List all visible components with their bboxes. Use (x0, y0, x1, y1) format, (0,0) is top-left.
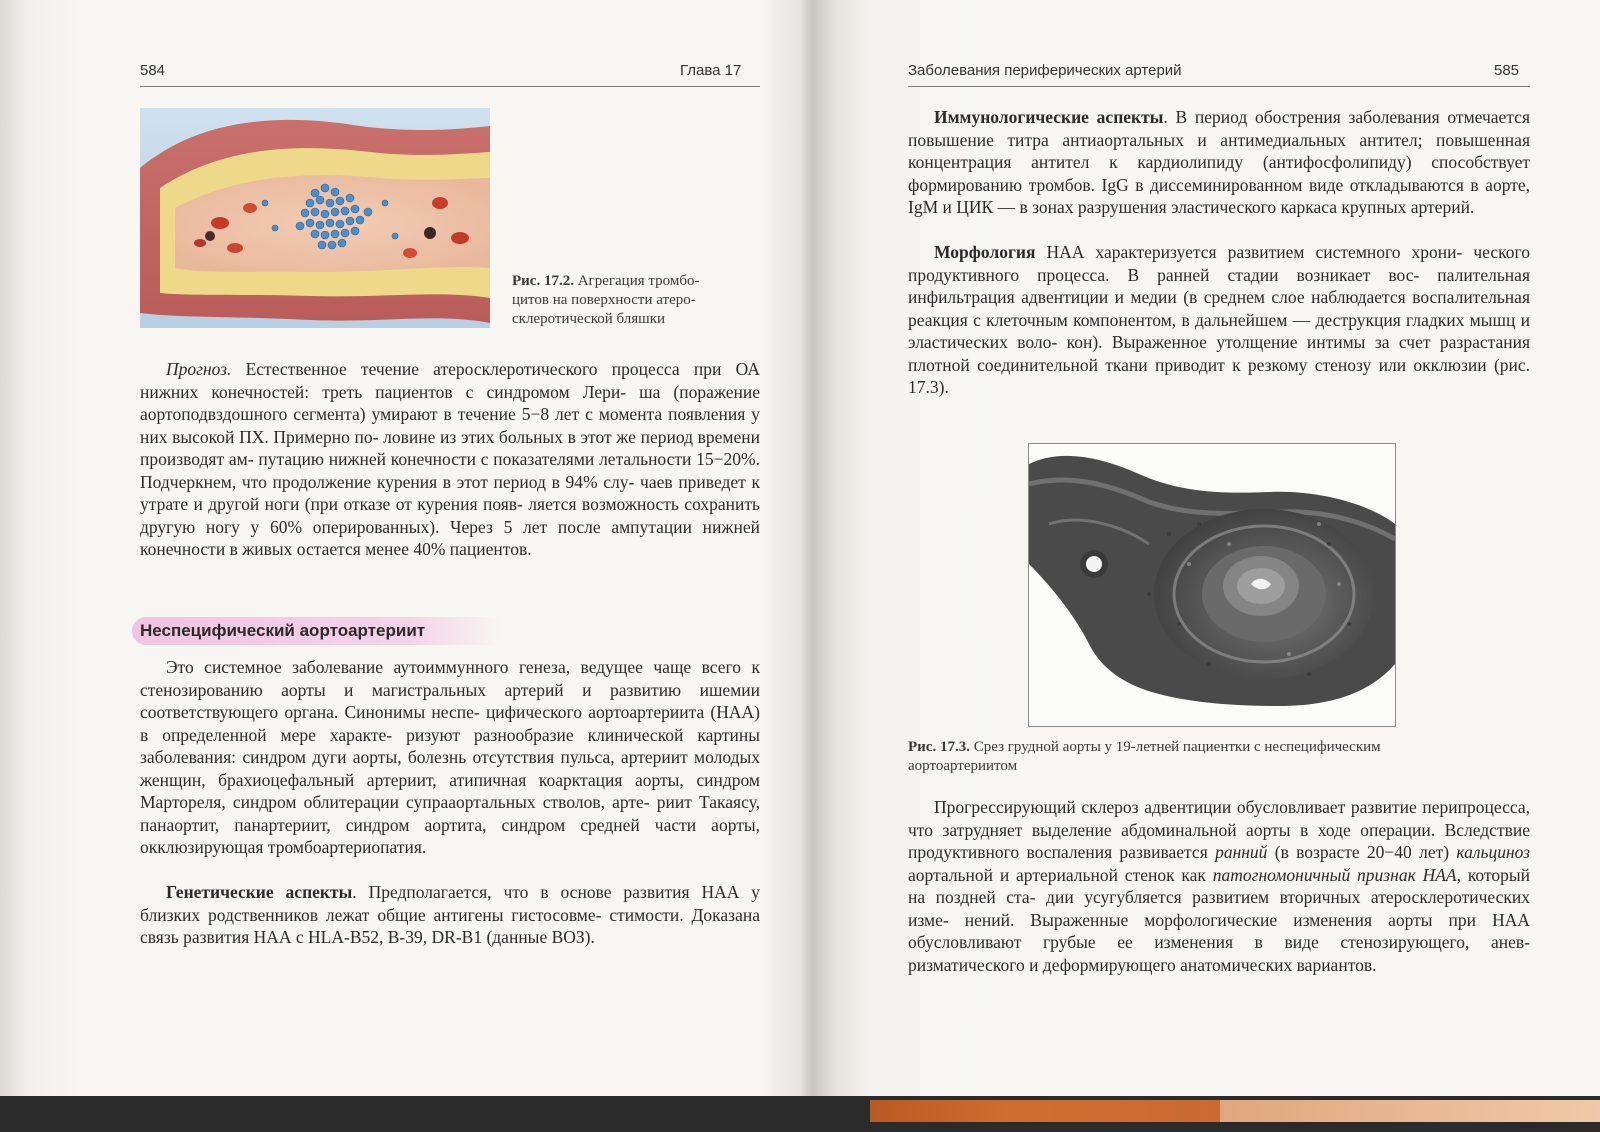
figure-17-3-label: Рис. 17.3. (908, 739, 970, 755)
caption-line: склеротической бляшки (512, 311, 666, 327)
sclerosis-paragraph: Прогрессирующий склероз адвентиции обусловливает развитие перипроцесса, что затрудняет выделение абдоминальной аорты в ходе операции. Вследствие продуктивного воспаления развивается ранний (в возрасте 20−40 лет) кальциноз аортальной и артериальной стенок как патогномоничный признак НАА, который на поздней ста- дии усугубляется развитием вторичных атеросклеротических изме- нений. Выраженные морфологические изменения аорты при НАА обусловливают грубые ее изменения в виде стенозирующего, анев- ризматического и деформирующего анатомических вариантов. (908, 797, 1531, 975)
running-title: Заболевания периферических артерий (908, 62, 1182, 79)
header-rule-right (908, 86, 1530, 87)
intro-paragraph: Это системное заболевание аутоиммунного генеза, ведущее чаще всего к стенозированию аорты и магистральных артерий и развитию ишемии соответствующего органа. Синонимы неспе- цифического аортоартериита (НАА) в определенной мере характе- ризуют разнообразие клинической картины заболевания: синдром дуги аорты, болезнь отсутствия пульса, артериит молодых женщин, брахиоцефальный артериит, атипичная коарктация аорты, синдром Мартореля, синдром облитерации супрааортальных стволов, арте- риит Такаясу, панаортит, панартериит, синдром аортита, синдром средней части аорты, окклюзирующая тромбоартериопатия. (140, 657, 761, 857)
prognosis-lead: Прогноз. (166, 359, 232, 379)
figure-17-2-caption (512, 272, 762, 329)
cover-edge-orange (870, 1100, 1220, 1122)
section-title: Неспецифический аортоартериит (132, 617, 500, 645)
header-rule-left (140, 86, 760, 87)
chapter-title: Глава 17 (680, 62, 742, 79)
figure-17-3-caption: Рис. 17.3. Срез грудной аорты у 19-летней пациентки с неспецифическим аортоартериитом (908, 739, 1381, 774)
figure-17-2-image (140, 108, 490, 328)
morphology-lead: Морфология (934, 242, 1036, 262)
figure-17-2-label: Рис. 17.2. (512, 273, 574, 289)
morphology-paragraph: Морфология НАА характеризуется развитием системного хрони- ческого продуктивного процесса. В ранней стадии возникает вос- палительная инфильтрация адвентиции и медии (в среднем слое наблюдается воспалительная реакция с клеточным компонентом, в дальнейшем — деструкция гладких мышц и эластических воло- кон). Выраженное утолщение интимы за счет разрастания плотной соединительной ткани приводит к резкому стенозу или окклюзии (рис. 17.3). (908, 242, 1531, 397)
page-number-right: 585 (1494, 62, 1520, 79)
caption-line: Агрегация тромбо- (577, 273, 700, 289)
caption-line: цитов на поверхности атеро- (512, 292, 696, 308)
book-bottom-edge (0, 1096, 1600, 1132)
page-number-left: 584 (140, 62, 166, 79)
right-page (812, 0, 1600, 1100)
figure-17-3-image (1028, 443, 1396, 727)
genetic-lead: Генетические аспекты (166, 882, 353, 902)
prognosis-paragraph: Прогноз. Естественное течение атеросклеротического процесса при ОА нижних конечностей: треть пациентов с синдромом Лери- ша (поражение аортоподвздошного сегмента) умирают в течение 5−8 лет с момента появления у них высокой ПХ. Примерно по- ловине из этих больных в этот же период времени производят ам- путацию нижней конечности с показателями летальности 15−20%. Подчеркнем, что продолжение курения в этот период в 94% слу- чаев приведет к утрате и другой ноги (при отказе от курения появ- ляется возможность сохранить другую ногу у 60% оперированных). Через 5 лет после ампутации нижней конечности в живых остается менее 40% пациентов. (140, 359, 761, 559)
immunological-lead: Иммунологические аспекты (934, 107, 1164, 127)
immunological-paragraph: Иммунологические аспекты. В период обострения заболевания отмечается повышение титра антиаортальных и антимедиальных антител; повышенная концентрация антител к кардиолипиду (антифосфолипиду) способствует формированию тромбов. IgG в диссеминированном виде откладываются в аорте, IgM и ЦИК — в зонах разрушения эластического каркаса крупных артерий. (908, 107, 1531, 217)
genetic-paragraph: Генетические аспекты. Предполагается, что в основе развития НАА у близких родственников лежат общие антигены гистосовме- стимости. Доказана связь развития НАА с HLA-B52, B-39, DR-B1 (данные ВОЗ). (140, 882, 761, 947)
cover-edge-peach (1220, 1100, 1600, 1122)
left-page (0, 0, 812, 1100)
